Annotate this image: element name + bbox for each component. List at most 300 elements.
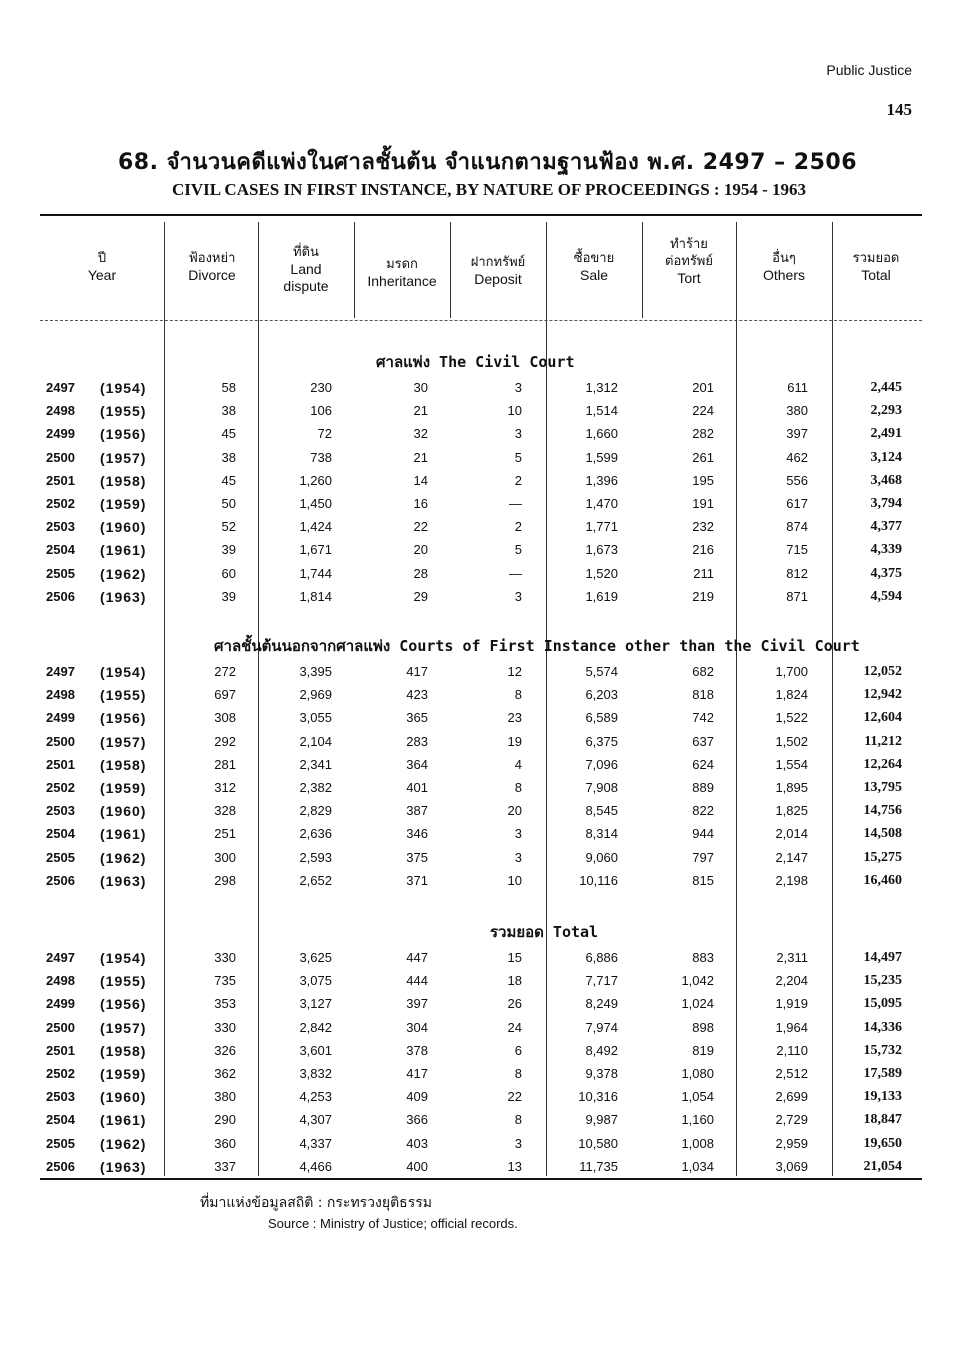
divorce-cell: 735	[214, 973, 236, 989]
land-dispute-cell: 1,671	[299, 542, 332, 558]
inheritance-cell: 397	[406, 996, 428, 1012]
sale-cell: 1,470	[585, 496, 618, 511]
table-title-english: CIVIL CASES IN FIRST INSTANCE, BY NATURE OF PROCEEDINGS : 1954 - 1963	[172, 180, 806, 199]
inheritance-cell: 401	[406, 780, 428, 795]
year-be: 2498	[46, 403, 75, 419]
inheritance-cell: 364	[406, 756, 428, 772]
others-cell: 1,825	[775, 803, 808, 819]
total-cell: 13,795	[863, 780, 902, 795]
inheritance-cell: 444	[406, 973, 428, 989]
land-dispute-cell: 3,625	[299, 950, 332, 965]
deposit-cell: 2	[514, 472, 522, 488]
table-row	[0, 380, 966, 402]
others-cell: 3,069	[775, 1158, 808, 1174]
others-cell: 611	[787, 380, 808, 395]
others-cell: 2,014	[775, 826, 808, 842]
year-ce: (1963)	[100, 1158, 147, 1175]
divorce-cell: 328	[214, 803, 236, 819]
year-be: 2505	[46, 849, 75, 865]
deposit-cell: 23	[507, 710, 522, 726]
land-dispute-cell: 3,395	[299, 664, 332, 679]
inheritance-cell: 387	[406, 803, 428, 819]
others-cell: 1,895	[775, 780, 808, 795]
sale-cell: 1,771	[585, 519, 618, 535]
divorce-cell: 326	[214, 1042, 236, 1058]
year-ce: (1960)	[100, 519, 147, 536]
land-dispute-cell: 4,253	[299, 1089, 332, 1105]
year-be: 2499	[46, 996, 75, 1012]
tort-cell: 282	[692, 426, 714, 442]
sale-cell: 8,492	[585, 1042, 618, 1058]
header-sale-english: Sale	[579, 267, 609, 283]
year-ce: (1957)	[100, 449, 147, 466]
table-row	[0, 850, 966, 872]
total-cell: 3,794	[870, 496, 902, 511]
source-note-english: Source : Ministry of Justice; official records.	[268, 1216, 518, 1231]
sale-cell: 1,660	[585, 426, 618, 442]
table-title-thai: 68. จำนวนคดีแพ่งในศาลชั้นต้น จำแนกตามฐานฟ้อง พ.ศ. 2497 – 2506	[118, 150, 858, 175]
divorce-cell: 45	[221, 472, 236, 488]
land-dispute-cell: 2,341	[299, 756, 332, 772]
table-row	[0, 403, 966, 425]
header-tort-thai: ทำร้าย	[670, 237, 708, 252]
table-row	[0, 950, 966, 972]
tort-cell: 898	[692, 1019, 714, 1035]
total-cell: 16,460	[863, 872, 902, 888]
land-dispute-cell: 1,450	[299, 496, 332, 511]
inheritance-cell: 30	[413, 380, 428, 395]
year-be: 2497	[46, 950, 75, 965]
column-header-year	[70, 250, 134, 284]
total-cell: 18,847	[863, 1112, 902, 1128]
inheritance-cell: 20	[413, 542, 428, 558]
others-cell: 1,502	[775, 733, 808, 749]
deposit-cell: 3	[514, 588, 522, 604]
sale-cell: 11,735	[579, 1158, 618, 1174]
year-be: 2498	[46, 973, 75, 989]
land-dispute-cell: 2,829	[299, 803, 332, 819]
year-ce: (1963)	[100, 872, 147, 889]
deposit-cell: 10	[507, 403, 522, 419]
deposit-cell: 12	[507, 664, 522, 679]
tort-cell: 1,042	[681, 973, 714, 989]
table-row	[0, 1043, 966, 1065]
tort-cell: 818	[692, 687, 714, 703]
land-dispute-cell: 1,260	[299, 472, 332, 488]
divorce-cell: 39	[221, 542, 236, 558]
others-cell: 2,204	[775, 973, 808, 989]
deposit-cell: 10	[507, 872, 522, 888]
sale-cell: 8,314	[585, 826, 618, 842]
land-dispute-cell: 2,636	[299, 826, 332, 842]
year-ce: (1959)	[100, 496, 147, 512]
others-cell: 1,522	[775, 710, 808, 726]
table-row	[0, 1020, 966, 1042]
tort-cell: 191	[692, 496, 714, 511]
year-be: 2500	[46, 449, 75, 465]
deposit-cell: 8	[514, 1066, 522, 1081]
deposit-cell: 20	[507, 803, 522, 819]
deposit-cell: 13	[507, 1158, 522, 1174]
year-ce: (1959)	[100, 780, 147, 796]
inheritance-cell: 409	[406, 1089, 428, 1105]
year-ce: (1962)	[100, 1135, 147, 1152]
source-note-thai: ที่มาแห่งข้อมูลสถิติ : กระทรวงยุติธรรม	[200, 1195, 432, 1211]
sale-cell: 7,974	[585, 1019, 618, 1035]
total-cell: 19,650	[863, 1135, 902, 1151]
deposit-cell: 8	[514, 687, 522, 703]
sale-cell: 8,545	[585, 803, 618, 819]
deposit-cell: 8	[514, 1112, 522, 1128]
table-row	[0, 996, 966, 1018]
year-be: 2497	[46, 380, 75, 395]
inheritance-cell: 21	[413, 449, 428, 465]
year-ce: (1954)	[100, 664, 147, 680]
year-ce: (1960)	[100, 803, 147, 820]
divorce-cell: 50	[221, 496, 236, 511]
year-ce: (1961)	[100, 1112, 147, 1129]
deposit-cell: 18	[507, 973, 522, 989]
header-others-thai: อื่นๆ	[772, 251, 796, 266]
total-cell: 14,508	[863, 826, 902, 842]
tort-cell: 883	[692, 950, 714, 965]
sale-cell: 6,589	[585, 710, 618, 726]
header-year-thai: ปี	[97, 251, 107, 266]
year-ce: (1954)	[100, 380, 147, 396]
column-header-tort	[644, 236, 734, 287]
others-cell: 715	[786, 542, 808, 558]
land-dispute-cell: 4,307	[299, 1112, 332, 1128]
total-cell: 14,336	[863, 1019, 902, 1035]
inheritance-cell: 375	[406, 849, 428, 865]
year-be: 2501	[46, 472, 75, 488]
table-row	[0, 589, 966, 611]
header-year-english: Year	[87, 267, 117, 283]
inheritance-cell: 365	[406, 710, 428, 726]
land-dispute-cell: 3,601	[299, 1042, 332, 1058]
section-title-other-courts: ศาลชั้นต้นนอกจากศาลแพ่ง Courts of First Instance other than the Civil Court	[214, 637, 860, 655]
tort-cell: 682	[692, 664, 714, 679]
divorce-cell: 39	[221, 588, 236, 604]
total-cell: 21,054	[863, 1158, 902, 1174]
header-inheritance-thai: มรดก	[386, 257, 418, 272]
inheritance-cell: 417	[406, 1066, 428, 1081]
column-header-total	[834, 250, 918, 284]
deposit-cell: 22	[507, 1089, 522, 1105]
others-cell: 2,729	[775, 1112, 808, 1128]
year-ce: (1958)	[100, 1042, 147, 1059]
divorce-cell: 292	[214, 733, 236, 749]
header-total-english: Total	[861, 267, 891, 283]
year-be: 2501	[46, 756, 75, 772]
deposit-cell: 3	[514, 849, 522, 865]
section-title-total: รวมยอด Total	[490, 923, 599, 941]
column-header-land	[262, 244, 350, 295]
total-cell: 4,377	[870, 519, 902, 535]
year-be: 2501	[46, 1042, 75, 1058]
sale-cell: 1,599	[585, 449, 618, 465]
table-row	[0, 1112, 966, 1134]
others-cell: 812	[786, 565, 808, 581]
divorce-cell: 38	[221, 403, 236, 419]
year-be: 2503	[46, 803, 75, 819]
total-cell: 15,235	[863, 973, 902, 989]
tort-cell: 201	[692, 380, 714, 395]
total-cell: 12,264	[863, 756, 902, 772]
table-row	[0, 710, 966, 732]
tort-cell: 211	[693, 565, 714, 581]
table-row	[0, 803, 966, 825]
divorce-cell: 58	[221, 380, 236, 395]
year-be: 2499	[46, 426, 75, 442]
land-dispute-cell: 3,832	[299, 1066, 332, 1081]
land-dispute-cell: 4,337	[299, 1135, 332, 1151]
land-dispute-cell: 3,055	[299, 710, 332, 726]
inheritance-cell: 29	[413, 588, 428, 604]
table-row	[0, 542, 966, 564]
year-ce: (1956)	[100, 996, 147, 1013]
inheritance-cell: 22	[413, 519, 428, 535]
year-ce: (1960)	[100, 1089, 147, 1106]
tort-cell: 742	[692, 710, 714, 726]
header-land-english: Land	[290, 261, 322, 277]
tort-cell: 195	[692, 472, 714, 488]
year-be: 2506	[46, 1158, 75, 1174]
tort-cell: 219	[692, 588, 714, 604]
divorce-cell: 380	[214, 1089, 236, 1105]
table-row	[0, 664, 966, 686]
year-ce: (1956)	[100, 426, 147, 443]
table-row	[0, 1136, 966, 1158]
year-be: 2497	[46, 664, 75, 679]
year-be: 2504	[46, 542, 75, 558]
year-be: 2503	[46, 1089, 75, 1105]
sale-cell: 8,249	[585, 996, 618, 1012]
column-header-deposit	[452, 254, 544, 288]
sale-cell: 10,116	[579, 872, 618, 888]
divorce-cell: 330	[214, 950, 236, 965]
inheritance-cell: 283	[406, 733, 428, 749]
deposit-cell: 3	[514, 826, 522, 842]
land-dispute-cell: 2,842	[299, 1019, 332, 1035]
total-cell: 12,052	[863, 664, 902, 679]
sale-cell: 5,574	[585, 664, 618, 679]
others-cell: 1,964	[775, 1019, 808, 1035]
land-dispute-cell: 2,593	[299, 849, 332, 865]
total-cell: 12,604	[863, 710, 902, 726]
tort-cell: 261	[692, 449, 714, 465]
header-deposit-english: Deposit	[474, 271, 522, 287]
year-be: 2506	[46, 872, 75, 888]
table-row	[0, 426, 966, 448]
column-header-sale	[548, 250, 640, 284]
total-cell: 4,339	[870, 542, 902, 558]
year-ce: (1954)	[100, 950, 147, 966]
divorce-cell: 360	[214, 1135, 236, 1151]
total-cell: 12,942	[863, 687, 902, 703]
table-row	[0, 687, 966, 709]
divorce-cell: 330	[214, 1019, 236, 1035]
header-tort-english: Tort	[677, 270, 701, 286]
deposit-cell: 24	[507, 1019, 522, 1035]
land-dispute-cell: 1,424	[299, 519, 332, 535]
inheritance-cell: 400	[406, 1158, 428, 1174]
tort-cell: 1,160	[681, 1112, 714, 1128]
others-cell: 2,147	[775, 849, 808, 865]
inheritance-cell: 14	[413, 472, 428, 488]
year-be: 2502	[46, 1066, 75, 1081]
land-dispute-cell: 230	[310, 380, 332, 395]
sale-cell: 1,514	[585, 403, 618, 419]
divorce-cell: 337	[214, 1158, 236, 1174]
year-ce: (1955)	[100, 403, 147, 420]
divorce-cell: 312	[214, 780, 236, 795]
inheritance-cell: 371	[406, 872, 428, 888]
inheritance-cell: 28	[413, 565, 428, 581]
divorce-cell: 308	[214, 710, 236, 726]
divorce-cell: 60	[221, 565, 236, 581]
deposit-cell: —	[509, 565, 522, 581]
divorce-cell: 298	[214, 872, 236, 888]
year-be: 2500	[46, 1019, 75, 1035]
total-cell: 15,095	[863, 996, 902, 1012]
inheritance-cell: 346	[406, 826, 428, 842]
sale-cell: 6,886	[585, 950, 618, 965]
year-ce: (1963)	[100, 588, 147, 605]
others-cell: 397	[786, 426, 808, 442]
year-be: 2504	[46, 1112, 75, 1128]
land-dispute-cell: 2,104	[299, 733, 332, 749]
header-bottom-rule	[40, 320, 922, 321]
inheritance-cell: 16	[413, 496, 428, 511]
table-row	[0, 473, 966, 495]
land-dispute-cell: 106	[310, 403, 332, 419]
table-row	[0, 1089, 966, 1111]
table-row	[0, 780, 966, 802]
year-be: 2504	[46, 826, 75, 842]
others-cell: 462	[786, 449, 808, 465]
others-cell: 2,959	[775, 1135, 808, 1151]
table-row	[0, 1159, 966, 1181]
tort-cell: 819	[692, 1042, 714, 1058]
column-header-divorce	[170, 250, 254, 284]
land-dispute-cell: 1,814	[299, 588, 332, 604]
year-be: 2505	[46, 565, 75, 581]
header-total-thai: รวมยอด	[852, 251, 900, 266]
inheritance-cell: 21	[413, 403, 428, 419]
tort-cell: 216	[692, 542, 714, 558]
tort-cell: 944	[692, 826, 714, 842]
divorce-cell: 45	[221, 426, 236, 442]
others-cell: 871	[786, 588, 808, 604]
divorce-cell: 290	[214, 1112, 236, 1128]
year-be: 2502	[46, 780, 75, 795]
land-dispute-cell: 3,127	[299, 996, 332, 1012]
deposit-cell: 3	[514, 380, 522, 395]
others-cell: 380	[786, 403, 808, 419]
sale-cell: 1,396	[585, 472, 618, 488]
total-cell: 14,497	[863, 950, 902, 965]
sale-cell: 7,096	[585, 756, 618, 772]
land-dispute-cell: 2,969	[299, 687, 332, 703]
sale-cell: 1,312	[585, 380, 618, 395]
table-row	[0, 496, 966, 518]
divorce-cell: 38	[221, 449, 236, 465]
inheritance-cell: 32	[413, 426, 428, 442]
table-top-rule	[40, 214, 922, 216]
deposit-cell: 3	[514, 1135, 522, 1151]
total-cell: 2,491	[870, 426, 902, 442]
column-header-inheritance	[356, 256, 448, 290]
header-divorce-thai: ฟ้องหย่า	[188, 251, 236, 266]
total-cell: 4,375	[870, 565, 902, 581]
header-divorce-english: Divorce	[188, 267, 236, 283]
land-dispute-cell: 72	[317, 426, 332, 442]
year-ce: (1961)	[100, 826, 147, 843]
total-cell: 15,732	[863, 1042, 902, 1058]
divorce-cell: 697	[214, 687, 236, 703]
column-rule	[354, 222, 355, 318]
land-dispute-cell: 2,652	[299, 872, 332, 888]
others-cell: 1,554	[775, 756, 808, 772]
divorce-cell: 272	[214, 664, 236, 679]
inheritance-cell: 447	[406, 950, 428, 965]
inheritance-cell: 378	[406, 1042, 428, 1058]
others-cell: 556	[786, 472, 808, 488]
total-cell: 11,212	[864, 733, 902, 749]
total-cell: 14,756	[863, 803, 902, 819]
year-be: 2503	[46, 519, 75, 535]
header-tort-thai-2: ต่อทรัพย์	[665, 254, 713, 269]
tort-cell: 1,080	[681, 1066, 714, 1081]
deposit-cell: 5	[514, 542, 522, 558]
sale-cell: 1,619	[585, 588, 618, 604]
sale-cell: 7,908	[585, 780, 618, 795]
sale-cell: 10,580	[578, 1135, 618, 1151]
deposit-cell: 8	[514, 780, 522, 795]
year-be: 2506	[46, 588, 75, 604]
column-rule	[642, 222, 643, 318]
total-cell: 17,589	[863, 1066, 902, 1081]
deposit-cell: 5	[514, 449, 522, 465]
sale-cell: 9,060	[585, 849, 618, 865]
deposit-cell: 26	[507, 996, 522, 1012]
year-ce: (1955)	[100, 973, 147, 990]
tort-cell: 1,054	[681, 1089, 714, 1105]
others-cell: 1,919	[775, 996, 808, 1012]
year-ce: (1956)	[100, 710, 147, 727]
inheritance-cell: 304	[406, 1019, 428, 1035]
divorce-cell: 300	[214, 849, 236, 865]
tort-cell: 797	[692, 849, 714, 865]
sale-cell: 6,203	[585, 687, 618, 703]
header-sale-thai: ซื้อขาย	[573, 251, 615, 266]
year-be: 2499	[46, 710, 75, 726]
year-ce: (1955)	[100, 687, 147, 704]
others-cell: 2,198	[775, 872, 808, 888]
year-be: 2500	[46, 733, 75, 749]
column-header-others	[738, 250, 830, 284]
deposit-cell: —	[509, 496, 522, 511]
year-ce: (1962)	[100, 565, 147, 582]
total-cell: 4,594	[870, 588, 902, 604]
sale-cell: 1,673	[585, 542, 618, 558]
others-cell: 2,110	[776, 1042, 808, 1058]
others-cell: 617	[786, 496, 808, 511]
land-dispute-cell: 738	[310, 449, 332, 465]
deposit-cell: 3	[514, 426, 522, 442]
year-ce: (1957)	[100, 733, 147, 750]
